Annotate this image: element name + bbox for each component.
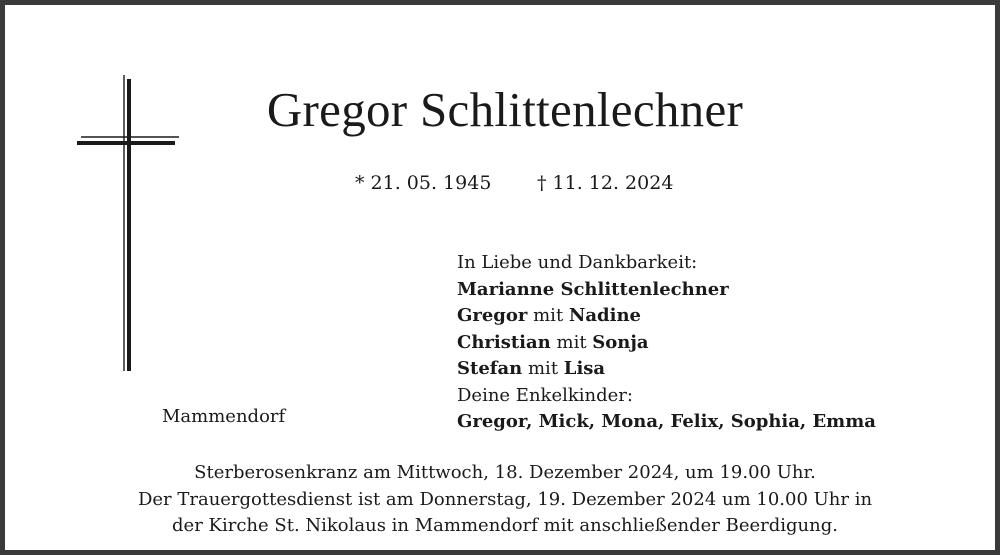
- grandchildren-label: Deine Enkelkinder:: [457, 384, 633, 406]
- mourners-intro: In Liebe und Dankbarkeit:: [457, 252, 698, 273]
- death-date: † 11. 12. 2024: [537, 172, 674, 194]
- child-entry: Gregor mit Nadine: [457, 305, 641, 326]
- spouse-name: Marianne Schlittenlechner: [457, 278, 729, 300]
- birth-date: * 21. 05. 1945: [355, 172, 492, 194]
- child-entry: Christian mit Sonja: [457, 331, 649, 353]
- service-line: der Kirche St. Nikolaus in Mammendorf mit anschließender Beerdigung.: [172, 515, 838, 536]
- place-of-residence: Mammendorf: [162, 406, 286, 427]
- service-details: [5, 460, 1000, 540]
- service-line: Sterberosenkranz am Mittwoch, 18. Dezember 2024, um 19.00 Uhr.: [194, 462, 816, 483]
- mourners-list: [457, 250, 876, 436]
- child-entry: Stefan mit Lisa: [457, 358, 606, 379]
- service-line: Der Trauergottesdienst ist am Donnerstag, 19. Dezember 2024 um 10.00 Uhr in: [137, 488, 873, 510]
- deceased-name: Gregor Schlittenlechner: [266, 82, 744, 137]
- grandchildren-names: Gregor, Mick, Mona, Felix, Sophia, Emma: [457, 411, 876, 432]
